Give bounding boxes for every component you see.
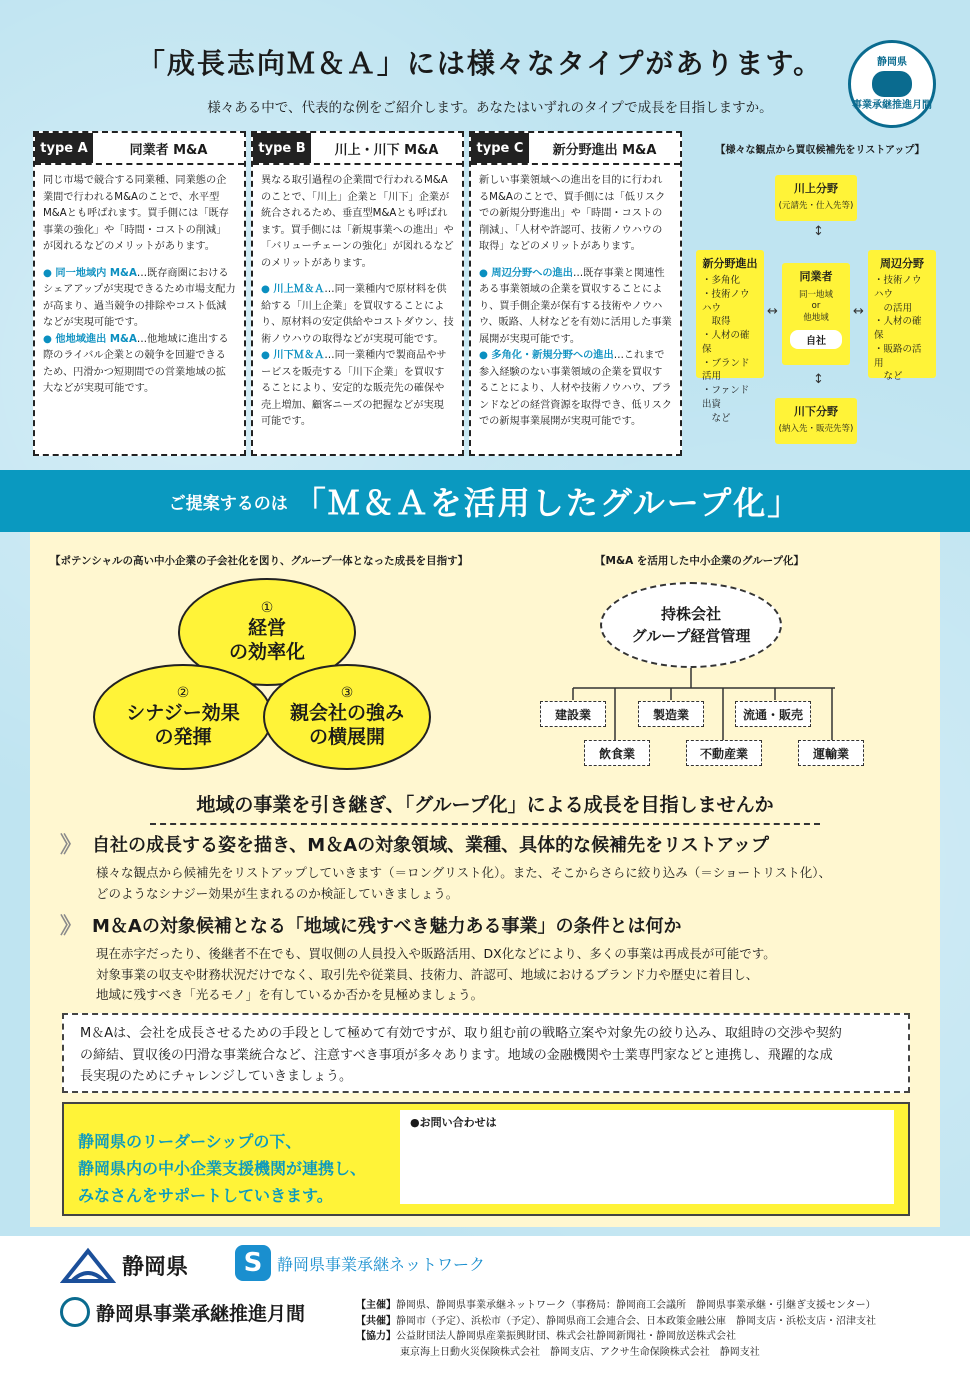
type-b-label: type B	[253, 133, 311, 163]
logo1-text: 静岡県	[122, 1254, 189, 1280]
step2-heading: M＆Aの対象候補となる「地域に残すべき魅力ある事業」の条件とは何か	[92, 915, 682, 937]
type-b-b2-text: …同一業種内で製商品やサービスを販売する「川下企業」を買収することにより、安定的な販売先の確保や売上増加、顧客ニーズの把握などが実現可能です。	[261, 350, 447, 428]
new-field-items	[702, 274, 758, 425]
self-company-label: 自社	[790, 330, 842, 349]
page-title: 「成長志向Ｍ＆Ａ」には様々なタイプがあります。	[136, 47, 824, 80]
arrow-up-icon: ↕	[813, 224, 824, 239]
type-a-box	[33, 131, 246, 456]
chevron-double-icon: 》	[60, 833, 77, 858]
peripheral-box	[868, 250, 936, 383]
step2-line2: 対象事業の収支や財務状況だけでなく、取引先や従業員、技術力、許認可、地域におけるブランド力や歴史に着目し、	[96, 966, 759, 982]
credits	[356, 1298, 956, 1360]
credit1: 静岡県、静岡県事業承継ネットワーク（事務局：静岡商工会議所 静岡県事業承継・引継ぎ支援センター）	[396, 1300, 876, 1311]
shizuoka-logo	[60, 1245, 188, 1285]
peripheral-item: など	[874, 371, 903, 383]
c3-l1: 親会社の強み	[289, 702, 404, 724]
downstream-box	[775, 398, 857, 444]
same-industry-l3: 他地域	[803, 312, 829, 323]
c1-l2: の効率化	[228, 640, 305, 663]
band-main: 「Ｍ＆Ａを活用したグループ化」	[293, 484, 802, 522]
circle-expansion	[263, 664, 431, 770]
biz-distribution: 流通・販売	[735, 701, 811, 727]
network-logo-icon: S	[235, 1245, 271, 1281]
note-line1: M＆Aは、会社を成長させるための手段として極めて有効ですが、取り組む前の戦略立案や対象先の絞り込み、取組時の交渉や契約	[80, 1026, 842, 1041]
biz-transport: 運輸業	[798, 740, 864, 766]
page-subtitle: 様々ある中で、代表的な例をご紹介します。あなたはいずれのタイプで成長を目指しますか。	[207, 100, 773, 116]
type-b-box	[251, 131, 464, 456]
type-a-b1-text: …既存商圏におけるシェアアップが実現できるため市場支配力が高まり、過当競争の排除やコスト低減などが実現可能です。	[43, 267, 236, 329]
upstream-box	[775, 175, 857, 221]
circle-synergy	[93, 664, 273, 770]
type-c-b2-text: …これまで参入経験のない事業領域の企業を買収することにより、人材や技術ノウハウ、ブランドなどの経営資源を取得でき、低リスクでの新規事業展開が実現可能です。	[479, 350, 672, 428]
arrow-right-icon: ↔	[853, 304, 864, 319]
new-field-title: 新分野進出	[702, 257, 758, 270]
type-c-box	[469, 131, 682, 456]
type-c-b1-head: ● 周辺分野への進出	[479, 267, 573, 279]
type-a-b2-head: ● 他地域進出 M&A	[43, 333, 137, 345]
downstream-sub: (納入先・販売先等)	[778, 424, 854, 434]
credit3-tag: 【協力】	[356, 1331, 396, 1342]
type-a-b2-text: …他地域に進出する際のライバル企業との競争を回避できるため、円滑かつ短期間での営業地域の拡大などが実現可能です。	[43, 333, 229, 395]
new-field-item: ・ブランド活用	[702, 357, 750, 383]
downstream-title: 川下分野	[794, 405, 838, 418]
support-line3: みなさんをサポートしていきます。	[78, 1186, 333, 1206]
holding-l1: 持株会社	[660, 604, 721, 623]
band-prefix: ご提案するのは	[168, 493, 288, 514]
support-line1: 静岡県のリーダーシップの下、	[78, 1132, 302, 1151]
same-industry-l1: 同一地域	[798, 290, 833, 300]
type-b-b2-head: ● 川下Ｍ＆Ａ	[261, 350, 325, 362]
type-a-desc: 同じ市場で競合する同業種、同業態の企業間で行われるM&Aのことで、水平型M&Aとも呼ばれます。買手側には「既存事業の強化」や「時間・コストの削減」が図れるなどのメリットがあります。	[43, 175, 229, 253]
arrow-down-icon: ↕	[813, 372, 824, 387]
handshake-icon	[60, 1297, 90, 1327]
c1-l1: 経営	[247, 617, 286, 639]
chevron-double-icon: 》	[60, 914, 77, 939]
type-c-desc: 新しい事業領域への進出を目的に行われるM&Aのことで、買手側には「低リスクでの新規分野進出」や「時間・コストの削減」、「人材や許認可、技術ノウハウの取得」などのメリットがあります。	[479, 175, 666, 253]
holding-company	[600, 582, 782, 668]
promotion-month-badge	[848, 40, 936, 128]
support-line2: 静岡県内の中小企業支援機関が連携し、	[78, 1159, 367, 1179]
diagram-title: 【様々な観点から買収候補先をリストアップ】	[715, 145, 925, 156]
peripheral-title: 周辺分野	[880, 257, 924, 270]
credit1-tag: 【主催】	[356, 1300, 396, 1311]
peripheral-item: の活用	[874, 302, 913, 314]
biz-real-estate: 不動産業	[686, 740, 762, 766]
step-1	[60, 828, 930, 904]
credit2-tag: 【共催】	[356, 1315, 396, 1327]
note-line3: 長実現のためにチャレンジしていきましょう。	[80, 1069, 352, 1085]
logo3-text: 静岡県事業承継推進月間	[96, 1302, 306, 1325]
network-logo	[235, 1245, 485, 1281]
type-c-b2-head: ● 多角化・新規分野への進出	[479, 350, 614, 362]
peripheral-items	[874, 274, 930, 384]
badge-line2: 事業承継推進月間	[852, 100, 932, 111]
step2-line3: 地域に残すべき「光るモノ」を有しているか否かを見極めましょう。	[96, 987, 484, 1003]
handshake-icon	[872, 71, 912, 97]
new-field-item: ・多角化	[702, 275, 741, 286]
type-c-b1-text: …既存事業と関連性ある事業領域の企業を買収することにより、買手側企業が保有する技術やノウハウ、販路、人材などを有効に活用した事業展開が実現可能です。	[479, 267, 672, 345]
c1-num: ①	[260, 599, 274, 616]
upstream-title: 川上分野	[794, 182, 838, 195]
c3-num: ③	[340, 684, 354, 701]
shizuoka-emblem-icon	[60, 1245, 116, 1285]
step1-line2: どのようなシナジー効果が生まれるのか検証していきましょう。	[96, 885, 459, 901]
biz-restaurant: 飲食業	[584, 740, 650, 766]
same-industry-box	[782, 263, 850, 365]
new-field-item: ・ファンド出資	[702, 385, 750, 410]
type-a-b1-head: ● 同一地域内 M&A	[43, 267, 137, 279]
contact-box: ●お問い合わせは	[400, 1110, 894, 1204]
right-hint: 【M&A を活用した中小企業のグループ化】	[595, 555, 805, 567]
new-field-item: ・技術ノウハウ	[702, 288, 750, 314]
same-industry-title: 同業者	[799, 270, 833, 283]
c2-l1: シナジー効果	[126, 702, 240, 724]
c3-l2: の横展開	[308, 725, 385, 748]
type-b-name: 川上・川下 M&A	[334, 142, 439, 158]
step1-line1: 様々な観点から候補先をリストアップしていきます（＝ロングリスト化）。また、そこからさらに絞り込み（＝ショートリスト化）、	[96, 865, 832, 880]
peripheral-item: ・人材の確保	[874, 316, 922, 342]
biz-manufacturing: 製造業	[638, 701, 704, 727]
same-industry-l2: or	[811, 301, 821, 312]
new-field-box	[696, 250, 764, 424]
type-c-name: 新分野進出 M&A	[552, 142, 657, 158]
step2-line1: 現在赤字だったり、後継者不在でも、買収側の人員投入や販路活用、DX化などにより、多くの事業は再成長が可能です。	[96, 946, 776, 961]
type-b-b1-head: ● 川上Ｍ＆Ａ	[261, 284, 325, 296]
new-field-item: ・人材の確保	[702, 330, 750, 355]
type-c-label: type C	[471, 133, 529, 163]
month-logo	[60, 1297, 305, 1327]
upstream-sub: (元請先・仕入先等)	[778, 201, 854, 211]
type-a-label: type A	[35, 133, 93, 163]
c2-num: ②	[176, 684, 190, 701]
new-field-item: 取得	[702, 316, 731, 328]
badge-line1: 静岡県	[877, 56, 907, 68]
type-b-desc: 異なる取引過程の企業間で行われるM&Aのことで、「川上」企業と「川下」企業が統合されるため、垂直型M&Aとも呼ばれます。買手側には「新規事業への進出」や「バリューチェーンの強化」が図れるなどのメリットがあります。	[261, 175, 454, 269]
new-field-item: など	[702, 412, 731, 424]
type-b-b1-text: …同一業種内で原材料を供給する「川上企業」を買収することにより、原材料の安定供給やコストダウン、技術ノウハウの取得などが実現可能です。	[261, 284, 454, 345]
question-heading: 地域の事業を引き継ぎ、「グループ化」による成長を目指しませんか	[150, 790, 820, 825]
c2-l2: の発揮	[154, 725, 212, 748]
left-hint: 【ポテンシャルの高い中小企業の子会社化を図り、グループ一体となった成長を目指す】	[50, 555, 469, 567]
credit4: 東京海上日動火災保険株式会社 静岡支店、アクサ生命保険株式会社 静岡支社	[400, 1346, 760, 1358]
peripheral-item: ・販路の活用	[874, 343, 922, 369]
credit3: 公益財団法人静岡県産業振興財団、株式会社静岡新聞社・静岡放送株式会社	[396, 1331, 736, 1342]
credit2: 静岡市（予定）、浜松市（予定）、静岡県商工会連合会、日本政策金融公庫 静岡支店・浜松支店・沼津支社	[396, 1315, 876, 1327]
arrow-left-icon: ↔	[767, 304, 778, 319]
type-a-name: 同業者 M&A	[129, 142, 208, 158]
caution-note	[62, 1013, 910, 1093]
note-line2: の締結、買収後の円滑な事業統合など、注意すべき事項が多々あります。地域の金融機関や士業専門家などと連携し、飛躍的な成	[80, 1047, 833, 1063]
support-text	[78, 1128, 366, 1210]
logo2-text: 静岡県事業承継ネットワーク	[277, 1254, 486, 1274]
step-2	[60, 909, 930, 1006]
proposal-band	[0, 470, 970, 532]
peripheral-item: ・技術ノウハウ	[874, 275, 922, 300]
holding-l2: グループ経営管理	[631, 627, 751, 645]
biz-construction: 建設業	[540, 701, 606, 727]
step1-heading: 自社の成長する姿を描き、M＆Aの対象領域、業種、具体的な候補先をリストアップ	[92, 834, 769, 856]
